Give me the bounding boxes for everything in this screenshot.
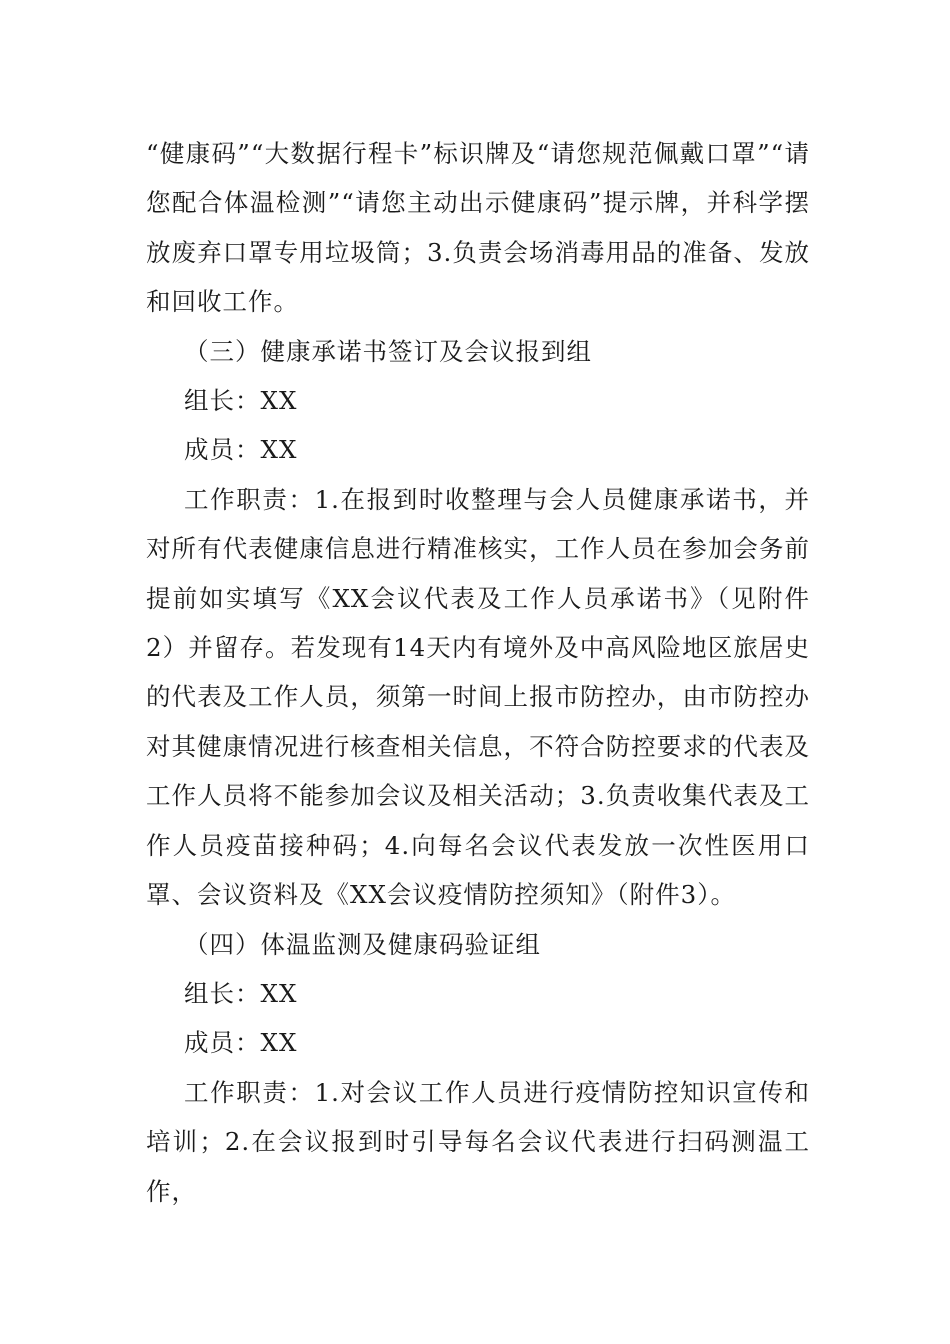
group-members-4: 成员：XX: [184, 1028, 298, 1058]
duties-paragraph-3: 工作职责：1.在报到时收整理与会人员健康承诺书，并对所有代表健康信息进行精准核实，工作人员在参加会务前提前如实填写《XX会议代表及工作人员承诺书》（见附件2）并留存。若发现有14天内有境外及中高风险地区旅居史的代表及工作人员，须第一时间上报市防控办，由市防控办对其健康情况进行核查相关信息，不符合防控要求的代表及工作人员将不能参加会议及相关活动；3.负责收集代表及工作人员疫苗接种码；4.向每名会议代表发放一次性医用口罩、会议资料及《XX会议疫情防控须知》（附件3）。: [146, 484, 810, 910]
document-body: [146, 129, 810, 1216]
section-heading-4: （四）体温监测及健康码验证组: [184, 929, 541, 959]
group-leader-3: 组长：XX: [184, 386, 298, 416]
group-members-3: 成员：XX: [184, 435, 298, 465]
group-leader-4: 组长：XX: [184, 978, 298, 1008]
duties-paragraph-4: 工作职责：1.对会议工作人员进行疫情防控知识宣传和培训；2.在会议报到时引导每名会议代表进行扫码测温工作，: [146, 1077, 810, 1206]
paragraph-continuation: “健康码”“大数据行程卡”标识牌及“请您规范佩戴口罩”“请您配合体温检测”“请您主动出示健康码”提示牌，并科学摆放废弃口罩专用垃圾筒；3.负责会场消毒用品的准备、发放和回收工作。: [146, 139, 810, 317]
section-heading-3: （三）健康承诺书签订及会议报到组: [184, 336, 592, 366]
